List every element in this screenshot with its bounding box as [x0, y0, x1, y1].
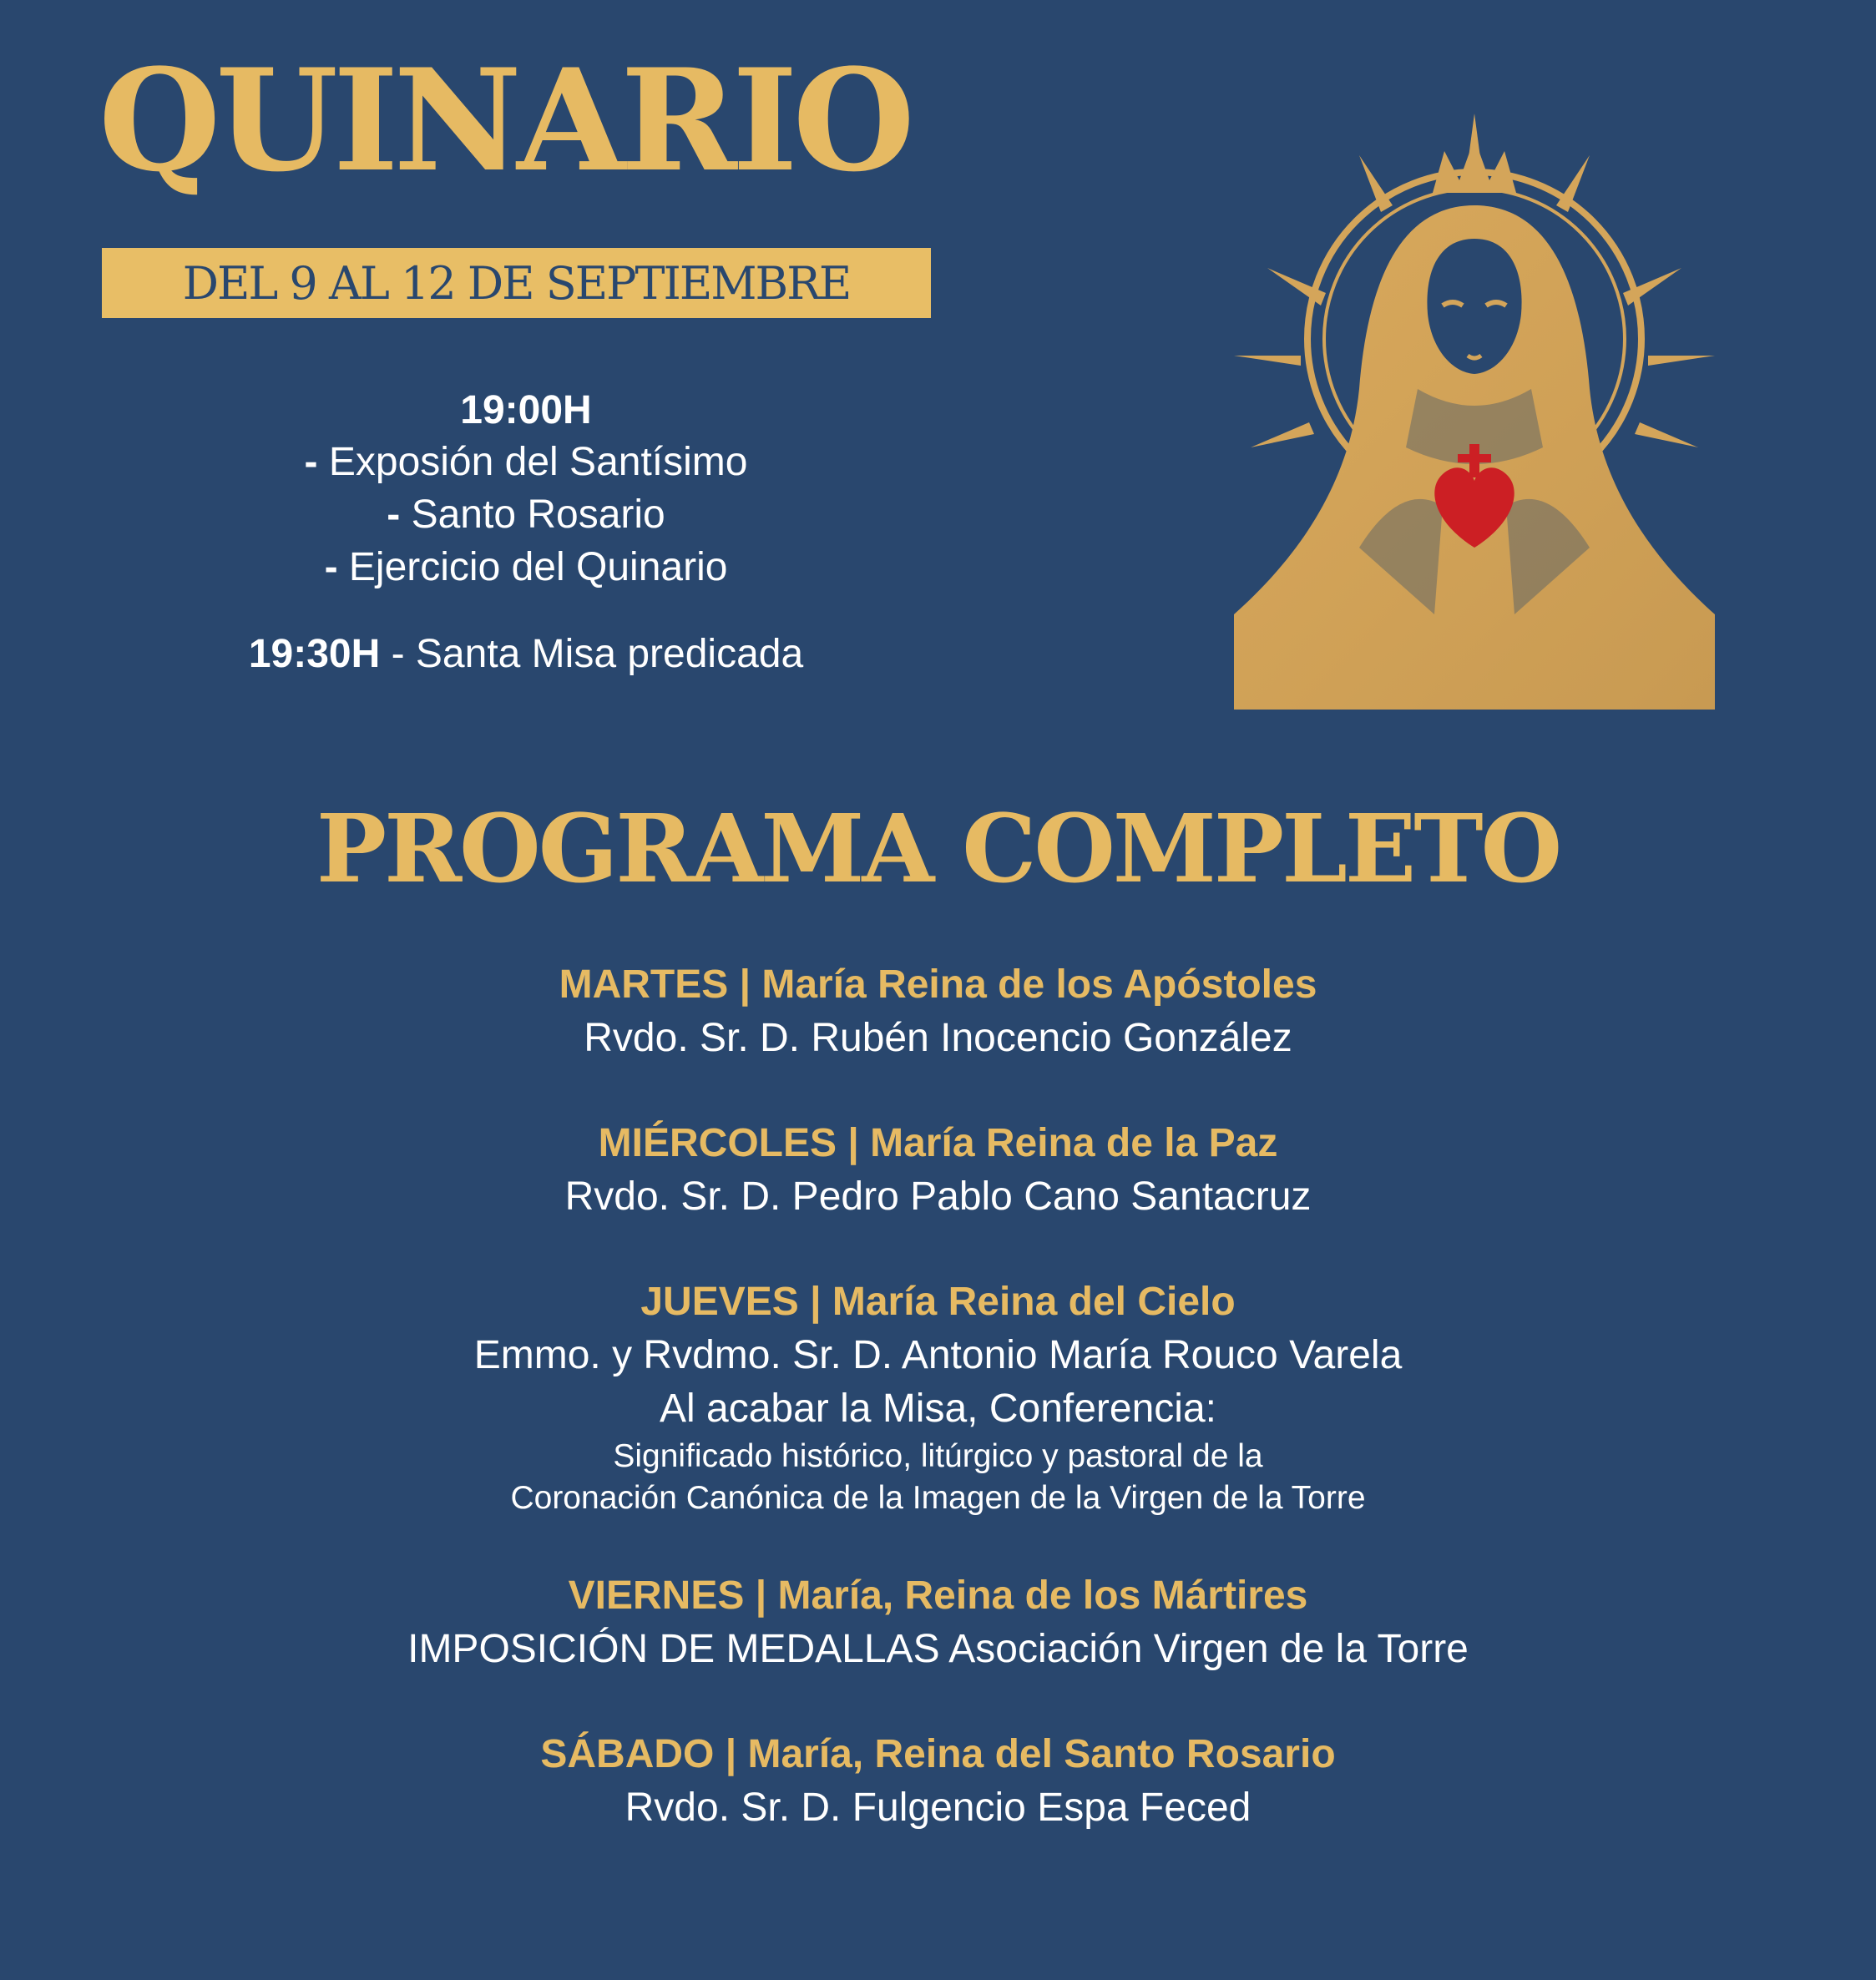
- day-small-line: Significado histórico, litúrgico y pastoral de la: [613, 1438, 1263, 1474]
- day-line: Rvdo. Sr. D. Fulgencio Espa Feced: [624, 1786, 1252, 1830]
- day-martes: [0, 958, 1876, 1065]
- day-line: IMPOSICIÓN DE MEDALLAS Asociación Virgen de la Torre: [407, 1627, 1469, 1671]
- page-title: QUINARIO: [99, 38, 910, 203]
- day-line: Al acabar la Misa, Conferencia:: [660, 1387, 1216, 1431]
- schedule-items: [0, 436, 1052, 593]
- day-line: Emmo. y Rvdmo. Sr. D. Antonio María Rouco Varela: [473, 1333, 1403, 1377]
- schedule-time-1930: 19:30H: [248, 632, 381, 676]
- day-jueves: [0, 1275, 1876, 1519]
- day-heading: MIÉRCOLES | María Reina de la Paz: [598, 1121, 1278, 1165]
- schedule-item: - Ejercicio del Quinario: [324, 545, 728, 589]
- day-small-line: Coronación Canónica de la Imagen de la Virgen de la Torre: [510, 1480, 1366, 1516]
- day-heading: JUEVES | María Reina del Cielo: [640, 1280, 1236, 1324]
- schedule-item: - Santo Rosario: [387, 492, 665, 537]
- virgin-mary-illustration: [1234, 114, 1715, 710]
- crown-icon: [1433, 139, 1516, 193]
- date-range: DEL 9 AL 12 DE SEPTIEMBRE: [182, 256, 851, 310]
- day-sabado: [0, 1728, 1876, 1835]
- day-line: Rvdo. Sr. D. Rubén Inocencio González: [584, 1016, 1292, 1060]
- date-banner: [102, 248, 931, 318]
- day-heading: MARTES | María Reina de los Apóstoles: [559, 962, 1317, 1007]
- schedule-mass: [0, 628, 1052, 680]
- schedule-mass-text: - Santa Misa predicada: [380, 632, 804, 676]
- schedule-time-1900: 19:00H: [460, 388, 592, 432]
- day-line: Rvdo. Sr. D. Pedro Pablo Cano Santacruz: [564, 1174, 1312, 1219]
- day-miercoles: [0, 1117, 1876, 1224]
- day-viernes: [0, 1569, 1876, 1676]
- day-heading: VIERNES | María, Reina de los Mártires: [568, 1573, 1308, 1618]
- programa-title: PROGRAMA COMPLETO: [316, 795, 1560, 904]
- day-heading: SÁBADO | María, Reina del Santo Rosario: [540, 1732, 1336, 1776]
- schedule-item: - Exposión del Santísimo: [304, 440, 748, 484]
